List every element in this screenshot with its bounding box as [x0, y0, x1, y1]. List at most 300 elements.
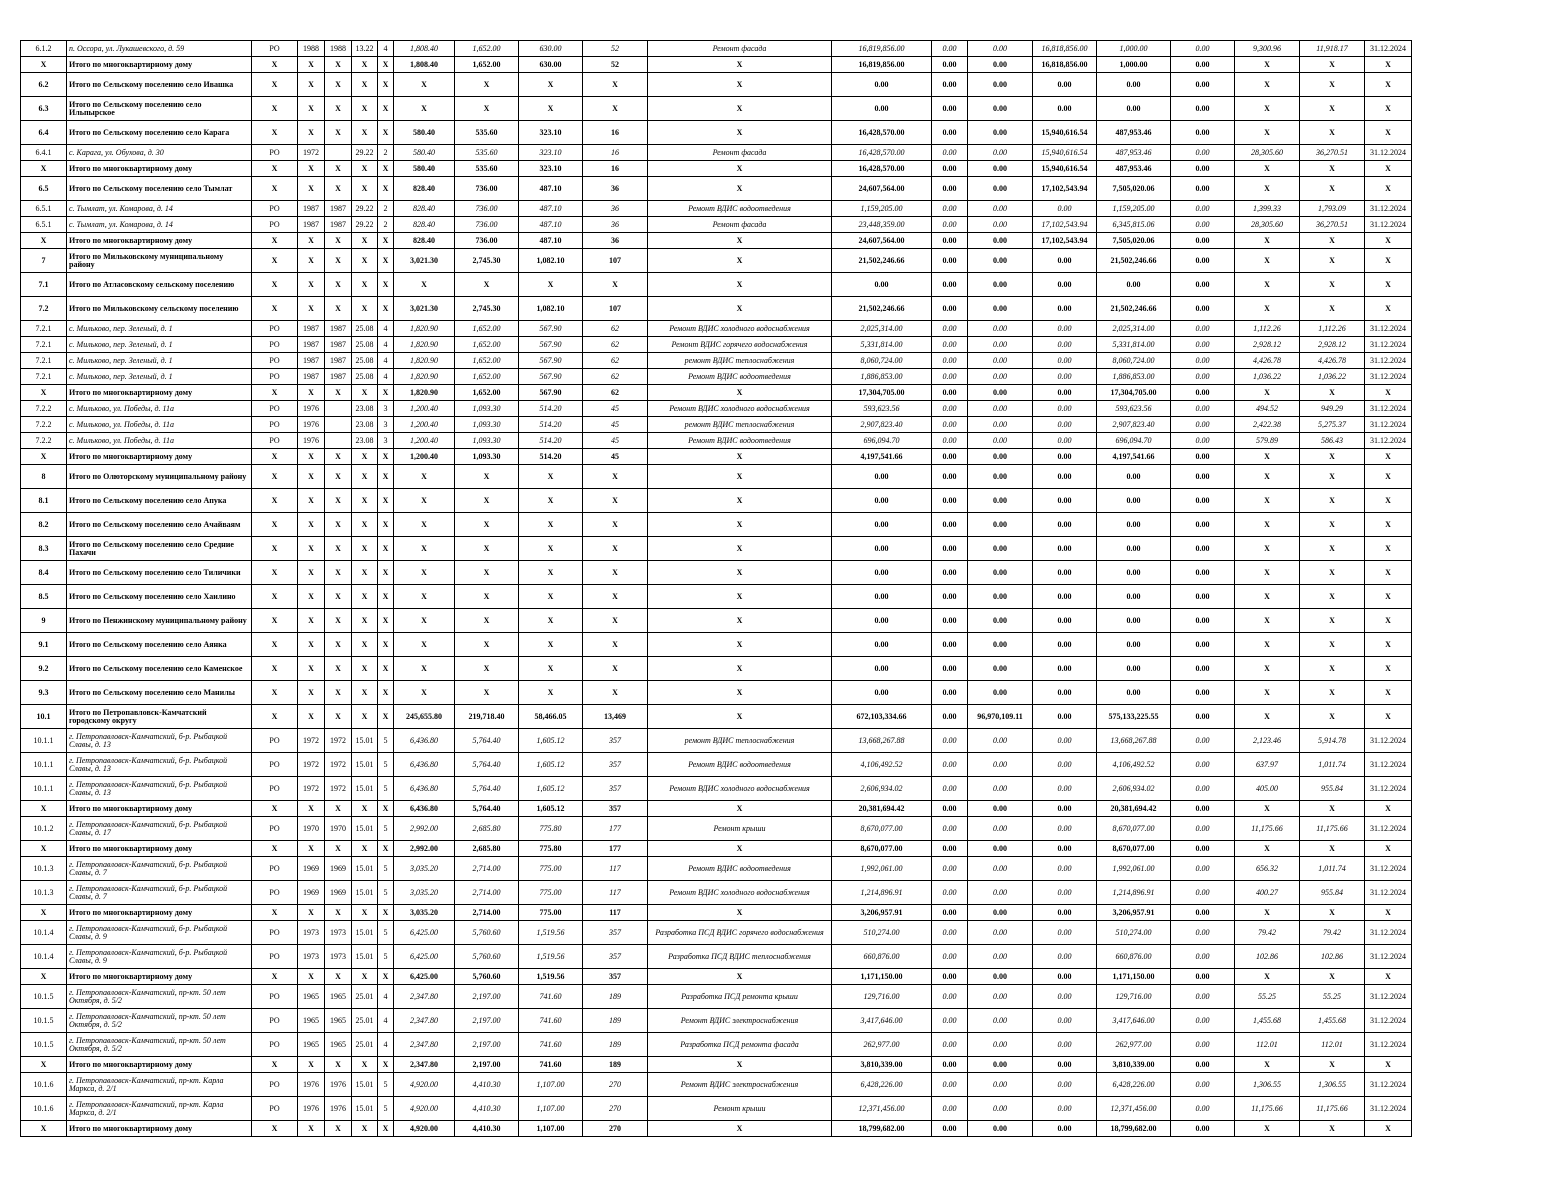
table-cell: 0.00: [1171, 1033, 1235, 1057]
table-cell: 10.1.3: [21, 881, 67, 905]
table-cell: 1972: [298, 145, 325, 161]
table-cell: 8,670,077.00: [1097, 817, 1171, 841]
table-cell: X: [298, 465, 325, 489]
table-cell: 0.00: [1033, 921, 1097, 945]
address-cell: Итого по Сельскому поселению село Хаилино: [67, 585, 252, 609]
table-cell: 1987: [298, 369, 325, 385]
table-cell: 0.00: [932, 633, 968, 657]
table-cell: X: [252, 1121, 298, 1137]
table-cell: X: [378, 73, 394, 97]
table-cell: 24,607,564.00: [832, 177, 932, 201]
table-cell: 0.00: [1033, 801, 1097, 817]
table-cell: 5,914.78: [1300, 729, 1365, 753]
table-cell: 31.12.2024: [1365, 417, 1412, 433]
table-cell: X: [1365, 841, 1412, 857]
table-cell: 357: [583, 945, 648, 969]
table-cell: 1,886,853.00: [832, 369, 932, 385]
table-cell: X: [325, 705, 352, 729]
table-cell: 28,305.60: [1235, 145, 1300, 161]
table-cell: 5,275.37: [1300, 417, 1365, 433]
table-cell: 3,021.30: [394, 297, 455, 321]
table-cell: X: [648, 177, 832, 201]
table-cell: 31.12.2024: [1365, 1033, 1412, 1057]
table-cell: 0.00: [1171, 753, 1235, 777]
table-cell: Разработка ПСД ВДИС горячего водоснабжения: [648, 921, 832, 945]
table-cell: 0.00: [968, 321, 1033, 337]
table-cell: 79.42: [1300, 921, 1365, 945]
table-cell: X: [352, 233, 378, 249]
table-cell: X: [378, 513, 394, 537]
table-cell: X: [1235, 161, 1300, 177]
table-cell: 25.08: [352, 321, 378, 337]
table-cell: X: [1235, 513, 1300, 537]
table-cell: 1,306.55: [1300, 1073, 1365, 1097]
table-cell: 36: [583, 201, 648, 217]
table-cell: РО: [252, 417, 298, 433]
table-cell: X: [252, 385, 298, 401]
table-cell: 1965: [325, 1033, 352, 1057]
table-cell: 0.00: [968, 777, 1033, 801]
table-cell: X: [352, 449, 378, 465]
table-cell: РО: [252, 41, 298, 57]
table-cell: X: [648, 1057, 832, 1073]
table-cell: X: [1365, 177, 1412, 201]
table-cell: 696,094.70: [832, 433, 932, 449]
table-cell: 4,410.30: [455, 1073, 519, 1097]
table-cell: 7,505,020.06: [1097, 233, 1171, 249]
address-cell: п. Оссора, ул. Лукашевского, д. 59: [67, 41, 252, 57]
table-cell: 13,668,267.88: [1097, 729, 1171, 753]
table-cell: X: [378, 705, 394, 729]
table-cell: 45: [583, 433, 648, 449]
address-cell: Итого по Петропавловск-Камчатский городскому округу: [67, 705, 252, 729]
table-cell: РО: [252, 217, 298, 233]
table-cell: 16,428,570.00: [832, 145, 932, 161]
table-cell: 487,953.46: [1097, 145, 1171, 161]
table-cell: 535.60: [455, 121, 519, 145]
table-cell: 0.00: [1171, 369, 1235, 385]
table-cell: X: [352, 1057, 378, 1073]
table-cell: РО: [252, 945, 298, 969]
table-cell: 1,214,896.91: [1097, 881, 1171, 905]
summary-row: [21, 801, 1412, 817]
table-cell: 7.2.1: [21, 353, 67, 369]
table-cell: X: [252, 273, 298, 297]
table-cell: 1,107.00: [519, 1097, 583, 1121]
table-cell: X: [1300, 233, 1365, 249]
table-cell: 1,455.68: [1235, 1009, 1300, 1033]
table-cell: 6,436.80: [394, 753, 455, 777]
table-cell: 1,820.90: [394, 369, 455, 385]
address-cell: с. Мильково, ул. Победы, д. 11а: [67, 401, 252, 417]
address-cell: г. Петропавловск-Камчатский, б-р. Рыбацкой Славы, д. 9: [67, 945, 252, 969]
table-cell: 0.00: [968, 233, 1033, 249]
table-cell: 6,425.00: [394, 969, 455, 985]
table-cell: X: [252, 585, 298, 609]
table-cell: X: [1365, 297, 1412, 321]
table-cell: 16: [583, 161, 648, 177]
table-cell: 0.00: [932, 609, 968, 633]
table-cell: X: [1300, 97, 1365, 121]
table-cell: X: [1365, 905, 1412, 921]
table-cell: 0.00: [1033, 433, 1097, 449]
table-cell: X: [325, 537, 352, 561]
table-cell: X: [1235, 537, 1300, 561]
table-cell: 6,425.00: [394, 921, 455, 945]
table-cell: РО: [252, 145, 298, 161]
table-cell: X: [648, 97, 832, 121]
table-cell: 593,623.56: [1097, 401, 1171, 417]
table-cell: 535.60: [455, 161, 519, 177]
table-cell: 0.00: [932, 705, 968, 729]
table-cell: X: [298, 513, 325, 537]
table-cell: X: [648, 249, 832, 273]
table-cell: 0.00: [968, 753, 1033, 777]
table-cell: X: [252, 969, 298, 985]
table-cell: X: [325, 513, 352, 537]
table-cell: 0.00: [932, 57, 968, 73]
table-cell: 0.00: [968, 417, 1033, 433]
table-cell: 0.00: [1171, 657, 1235, 681]
table-cell: 0.00: [968, 201, 1033, 217]
table-cell: 4: [378, 321, 394, 337]
table-cell: 0.00: [1171, 489, 1235, 513]
table-cell: X: [394, 585, 455, 609]
table-cell: 0.00: [968, 249, 1033, 273]
table-cell: 357: [583, 753, 648, 777]
table-cell: 0.00: [932, 921, 968, 945]
table-cell: 15.01: [352, 1097, 378, 1121]
table-cell: X: [325, 297, 352, 321]
table-cell: 487.10: [519, 201, 583, 217]
table-cell: 4,106,492.52: [832, 753, 932, 777]
table-cell: 0.00: [932, 385, 968, 401]
table-cell: 15.01: [352, 921, 378, 945]
summary-row: [21, 537, 1412, 561]
table-cell: 0.00: [1033, 273, 1097, 297]
table-row: [21, 201, 1412, 217]
table-cell: 0.00: [1033, 97, 1097, 121]
table-cell: 5,331,814.00: [1097, 337, 1171, 353]
table-cell: 58,466.05: [519, 705, 583, 729]
table-cell: X: [252, 161, 298, 177]
table-cell: 36,270.51: [1300, 217, 1365, 233]
table-cell: 2,197.00: [455, 985, 519, 1009]
table-cell: 357: [583, 729, 648, 753]
table-cell: X: [648, 681, 832, 705]
table-cell: 0.00: [832, 489, 932, 513]
table-cell: X: [1235, 273, 1300, 297]
table-row: [21, 753, 1412, 777]
table-cell: 0.00: [1033, 585, 1097, 609]
table-cell: X: [1365, 449, 1412, 465]
table-cell: 1,519.56: [519, 921, 583, 945]
table-cell: 2,606,934.02: [832, 777, 932, 801]
table-cell: 0.00: [1033, 633, 1097, 657]
table-cell: Разработка ПСД ремонта крыши: [648, 985, 832, 1009]
table-cell: X: [455, 657, 519, 681]
table-cell: X: [648, 233, 832, 249]
table-cell: 1,171,150.00: [1097, 969, 1171, 985]
address-cell: Итого по Сельскому поселению село Тиличики: [67, 561, 252, 585]
table-cell: X: [1365, 705, 1412, 729]
table-cell: X: [1235, 633, 1300, 657]
table-cell: 2,347.80: [394, 1057, 455, 1073]
table-cell: 0.00: [1171, 1057, 1235, 1073]
table-cell: 7,505,020.06: [1097, 177, 1171, 201]
table-cell: 0.00: [832, 681, 932, 705]
table-cell: 1988: [298, 41, 325, 57]
table-cell: 23.08: [352, 417, 378, 433]
table-cell: X: [1365, 465, 1412, 489]
table-row: [21, 1073, 1412, 1097]
table-cell: 0.00: [932, 353, 968, 369]
table-cell: X: [325, 585, 352, 609]
table-cell: 36: [583, 177, 648, 201]
table-cell: Ремонт фасада: [648, 217, 832, 233]
table-cell: 9.2: [21, 657, 67, 681]
table-cell: 0.00: [832, 609, 932, 633]
table-cell: РО: [252, 321, 298, 337]
table-cell: 25.01: [352, 1033, 378, 1057]
table-cell: 0.00: [932, 561, 968, 585]
table-cell: 0.00: [968, 273, 1033, 297]
summary-row: [21, 385, 1412, 401]
table-cell: X: [455, 633, 519, 657]
table-cell: 580.40: [394, 161, 455, 177]
table-cell: 2,745.30: [455, 249, 519, 273]
table-cell: 1972: [298, 729, 325, 753]
table-cell: 1,652.00: [455, 385, 519, 401]
table-cell: 4: [378, 1033, 394, 1057]
table-cell: 0.00: [932, 681, 968, 705]
table-cell: РО: [252, 985, 298, 1009]
table-cell: 0.00: [968, 1009, 1033, 1033]
summary-row: [21, 489, 1412, 513]
table-cell: 16,818,856.00: [1033, 41, 1097, 57]
table-cell: 31.12.2024: [1365, 881, 1412, 905]
table-cell: X: [352, 465, 378, 489]
table-cell: 1987: [325, 369, 352, 385]
table-cell: 1,036.22: [1235, 369, 1300, 385]
table-row: [21, 1033, 1412, 1057]
table-cell: X: [352, 905, 378, 921]
table-cell: X: [1365, 1121, 1412, 1137]
table-cell: 0.00: [932, 585, 968, 609]
table-cell: 0.00: [932, 217, 968, 233]
table-cell: X: [298, 905, 325, 921]
table-cell: 567.90: [519, 369, 583, 385]
table-cell: X: [1365, 633, 1412, 657]
table-cell: X: [583, 585, 648, 609]
table-cell: 0.00: [1033, 561, 1097, 585]
table-cell: 0.00: [1171, 681, 1235, 705]
table-cell: 0.00: [1171, 1121, 1235, 1137]
table-cell: Разработка ПСД ВДИС теплоснабжения: [648, 945, 832, 969]
table-cell: X: [1300, 57, 1365, 73]
table-row: [21, 817, 1412, 841]
table-cell: 2: [378, 217, 394, 233]
table-cell: 0.00: [932, 1033, 968, 1057]
table-cell: 270: [583, 1073, 648, 1097]
table-cell: 1,036.22: [1300, 369, 1365, 385]
table-cell: X: [583, 273, 648, 297]
table-cell: 0.00: [932, 817, 968, 841]
table-cell: 21,502,246.66: [1097, 249, 1171, 273]
table-cell: 1,011.74: [1300, 857, 1365, 881]
table-cell: 0.00: [1033, 353, 1097, 369]
table-cell: X: [1235, 97, 1300, 121]
table-cell: 25.08: [352, 369, 378, 385]
table-cell: X: [325, 489, 352, 513]
table-cell: 0.00: [1033, 985, 1097, 1009]
table-cell: 0.00: [1097, 73, 1171, 97]
address-cell: г. Петропавловск-Камчатский, пр-кт. 50 лет Октября, д. 5/2: [67, 1009, 252, 1033]
table-cell: 8.2: [21, 513, 67, 537]
table-cell: 10.1.2: [21, 817, 67, 841]
table-cell: X: [252, 705, 298, 729]
table-cell: X: [1300, 905, 1365, 921]
table-cell: X: [455, 465, 519, 489]
table-cell: X: [252, 249, 298, 273]
table-cell: X: [1365, 585, 1412, 609]
table-cell: X: [1300, 681, 1365, 705]
address-cell: Итого по Сельскому поселению село Аянка: [67, 633, 252, 657]
table-cell: 16,428,570.00: [832, 121, 932, 145]
table-row: [21, 321, 1412, 337]
table-cell: 24,607,564.00: [832, 233, 932, 249]
table-cell: 736.00: [455, 217, 519, 233]
address-cell: Итого по Сельскому поселению село Тымлат: [67, 177, 252, 201]
table-cell: 11,175.66: [1300, 817, 1365, 841]
table-cell: 0.00: [932, 433, 968, 449]
table-cell: X: [1235, 801, 1300, 817]
table-cell: X: [252, 841, 298, 857]
table-cell: 1,000.00: [1097, 57, 1171, 73]
table-cell: X: [352, 561, 378, 585]
table-cell: 579.89: [1235, 433, 1300, 449]
table-cell: 775.80: [519, 841, 583, 857]
table-cell: 586.43: [1300, 433, 1365, 449]
table-cell: X: [298, 297, 325, 321]
address-cell: Итого по Сельскому поселению село Средние Пахачи: [67, 537, 252, 561]
address-cell: Итого по многоквартирному дому: [67, 969, 252, 985]
table-cell: X: [394, 465, 455, 489]
table-row: [21, 369, 1412, 385]
table-cell: X: [252, 561, 298, 585]
table-cell: 0.00: [832, 537, 932, 561]
table-cell: X: [1300, 177, 1365, 201]
table-cell: X: [378, 249, 394, 273]
table-cell: 15.01: [352, 945, 378, 969]
table-cell: X: [455, 273, 519, 297]
table-cell: 25.01: [352, 985, 378, 1009]
table-cell: 3,417,646.00: [1097, 1009, 1171, 1033]
table-cell: 2,347.80: [394, 985, 455, 1009]
address-cell: г. Петропавловск-Камчатский, пр-кт. Карла Маркса, д. 2/1: [67, 1073, 252, 1097]
table-cell: X: [325, 969, 352, 985]
table-cell: 4: [378, 985, 394, 1009]
table-cell: 1,652.00: [455, 41, 519, 57]
table-cell: 0.00: [832, 97, 932, 121]
table-cell: X: [21, 161, 67, 177]
table-cell: 7.2.2: [21, 433, 67, 449]
table-cell: 0.00: [1171, 161, 1235, 177]
table-cell: X: [298, 161, 325, 177]
table-cell: 630.00: [519, 41, 583, 57]
table-cell: 20,381,694.42: [1097, 801, 1171, 817]
table-cell: 8,060,724.00: [1097, 353, 1171, 369]
table-cell: 10.1.5: [21, 1033, 67, 1057]
table-cell: 0.00: [1097, 465, 1171, 489]
table-cell: 2,685.80: [455, 841, 519, 857]
table-cell: 7.2: [21, 297, 67, 321]
address-cell: Итого по многоквартирному дому: [67, 841, 252, 857]
table-cell: 828.40: [394, 201, 455, 217]
table-cell: X: [1235, 385, 1300, 401]
table-cell: 31.12.2024: [1365, 985, 1412, 1009]
table-cell: 31.12.2024: [1365, 41, 1412, 57]
table-cell: X: [352, 161, 378, 177]
table-cell: 62: [583, 337, 648, 353]
table-cell: РО: [252, 1073, 298, 1097]
table-cell: X: [1235, 233, 1300, 249]
table-cell: 1,093.30: [455, 433, 519, 449]
table-cell: X: [1235, 1121, 1300, 1137]
table-cell: 736.00: [455, 177, 519, 201]
table-cell: X: [394, 633, 455, 657]
table-cell: 1987: [325, 321, 352, 337]
table-cell: 0.00: [932, 945, 968, 969]
table-row: [21, 433, 1412, 449]
table-cell: 5: [378, 881, 394, 905]
address-cell: с. Тымлат, ул. Комарова, д. 14: [67, 201, 252, 217]
summary-row: [21, 57, 1412, 73]
table-cell: 637.97: [1235, 753, 1300, 777]
table-cell: X: [298, 705, 325, 729]
table-cell: X: [648, 161, 832, 177]
address-cell: г. Петропавловск-Камчатский, пр-кт. 50 лет Октября, д. 5/2: [67, 985, 252, 1009]
table-cell: 4: [378, 41, 394, 57]
table-cell: ремонт ВДИС теплоснабжения: [648, 417, 832, 433]
table-cell: 1987: [298, 201, 325, 217]
table-cell: 0.00: [932, 1057, 968, 1073]
table-cell: X: [325, 633, 352, 657]
table-cell: 0.00: [1171, 321, 1235, 337]
table-cell: X: [1300, 297, 1365, 321]
table-cell: 0.00: [932, 465, 968, 489]
table-cell: X: [394, 609, 455, 633]
table-cell: X: [378, 1121, 394, 1137]
table-cell: РО: [252, 369, 298, 385]
table-cell: 1,652.00: [455, 353, 519, 369]
table-cell: 0.00: [1033, 681, 1097, 705]
table-cell: X: [325, 657, 352, 681]
table-cell: X: [648, 705, 832, 729]
table-cell: X: [648, 385, 832, 401]
summary-row: [21, 561, 1412, 585]
table-cell: 129,716.00: [832, 985, 932, 1009]
table-cell: X: [394, 273, 455, 297]
table-cell: 660,876.00: [1097, 945, 1171, 969]
table-cell: 0.00: [1171, 857, 1235, 881]
table-cell: 955.84: [1300, 777, 1365, 801]
table-cell: 1987: [298, 321, 325, 337]
table-cell: 2,928.12: [1300, 337, 1365, 353]
table-cell: 25.01: [352, 1009, 378, 1033]
table-cell: 3: [378, 417, 394, 433]
table-cell: 0.00: [968, 817, 1033, 841]
